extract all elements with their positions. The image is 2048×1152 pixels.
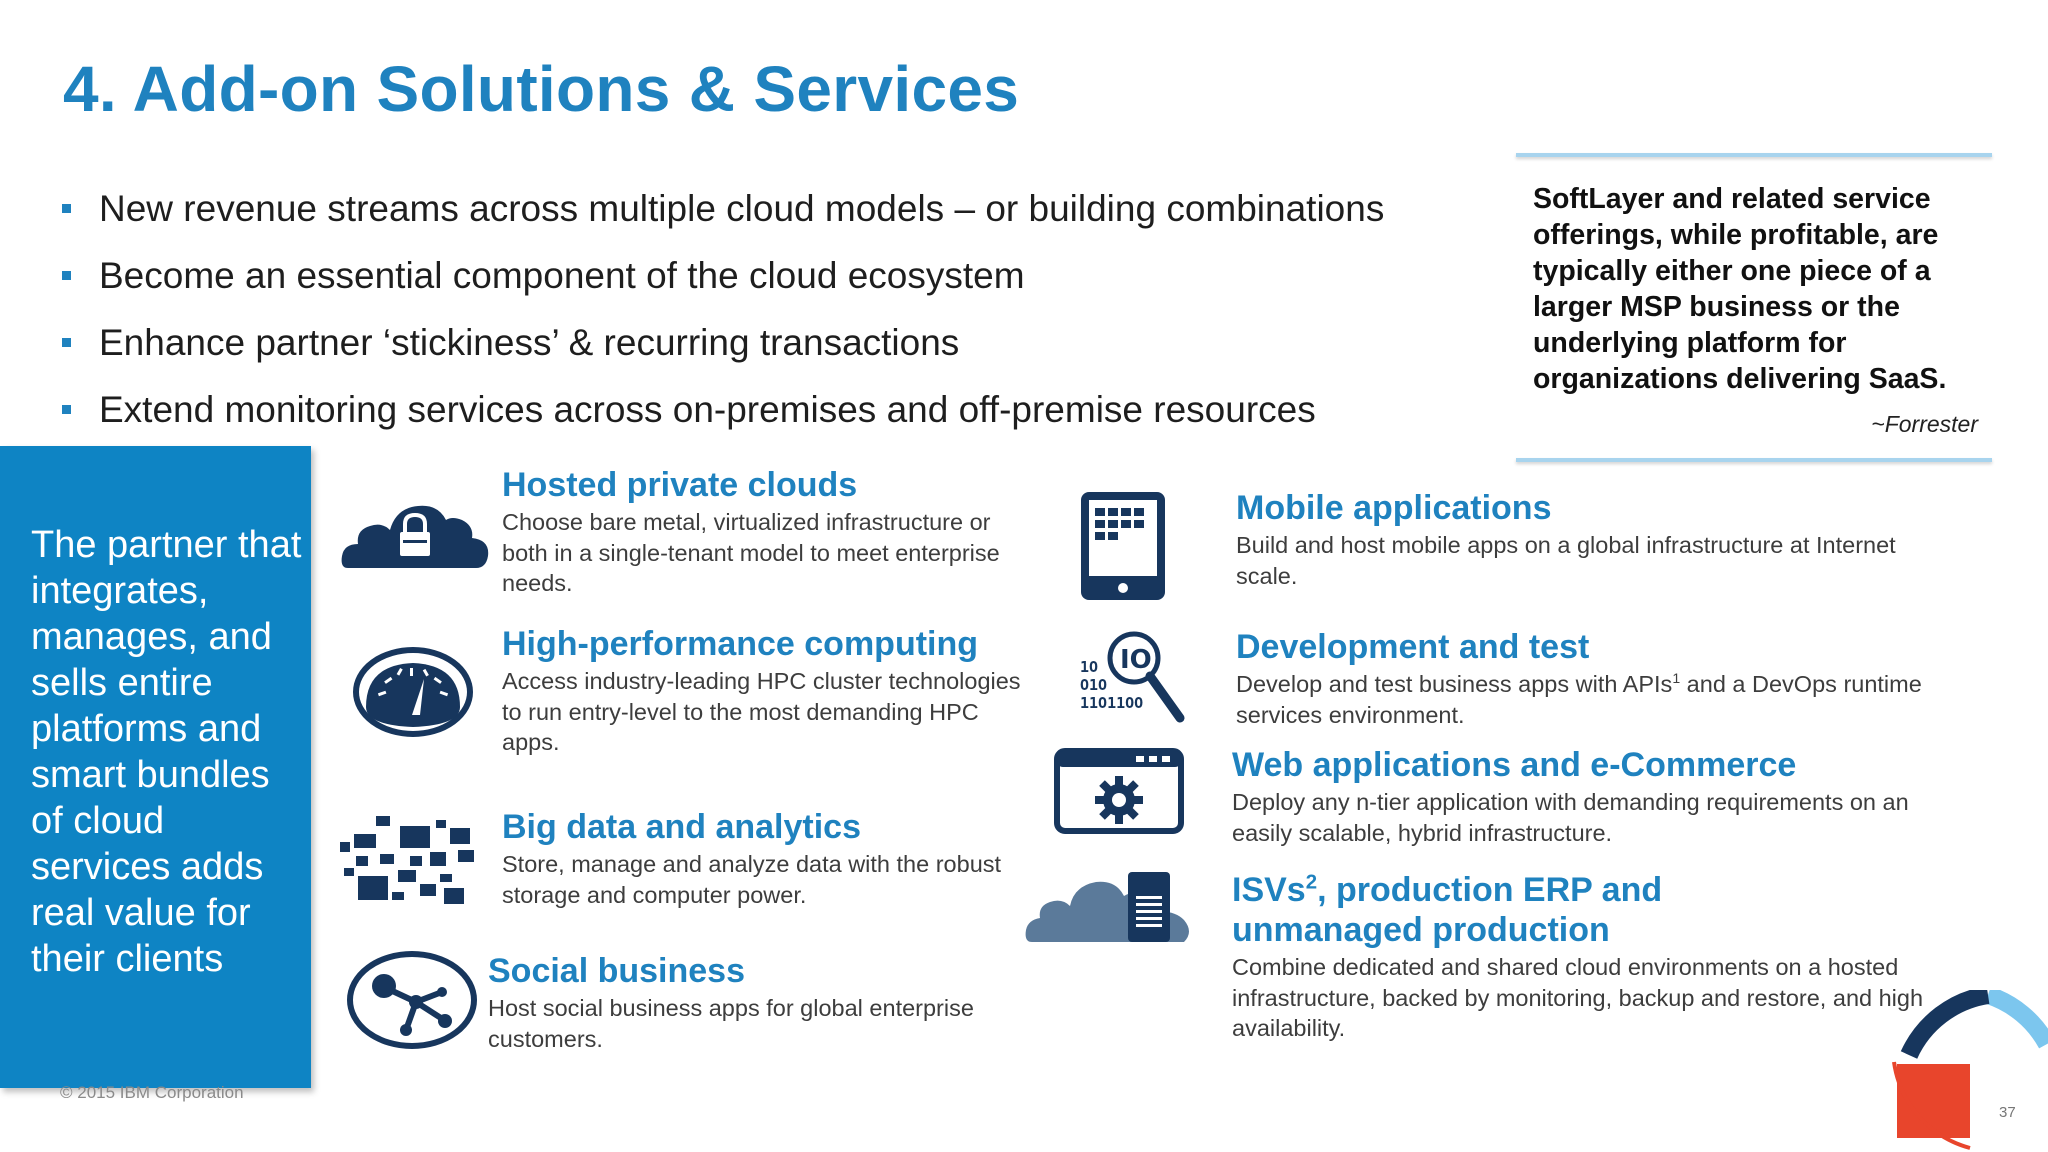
service-description: Choose bare metal, virtualized infrastructure or both in a single-tenant model to meet enterprise needs. — [502, 509, 1000, 596]
service-title: Development and test — [1236, 628, 1590, 666]
service-title: Web applications and e-Commerce — [1232, 746, 1797, 784]
service-title: Mobile applications — [1236, 489, 1552, 527]
page-number: 37 — [1999, 1104, 2016, 1121]
service-hosted-private-clouds — [502, 465, 1022, 599]
browser-gear-icon — [1054, 748, 1184, 834]
service-title: High-performance computing — [502, 625, 979, 663]
data-blocks-icon — [340, 812, 480, 908]
quote-box — [1516, 153, 1992, 465]
service-mobile-applications — [1236, 488, 1936, 591]
service-title: Big data and analytics — [502, 808, 861, 846]
service-isvs-erp — [1232, 870, 1952, 1044]
bullet-item: New revenue streams across multiple cloud models – or building combinations — [60, 186, 1384, 253]
service-description: Develop and test business apps with APIs$^1$ and a DevOps runtime services environment. — [1236, 670, 1922, 728]
bullet-item: Enhance partner ‘stickiness’ & recurring transactions — [60, 320, 1384, 387]
service-title: ISVs$^2$, production ERP and — [1232, 871, 1663, 909]
cloud-lock-icon — [340, 500, 490, 572]
quote-bottom-rule — [1516, 458, 1992, 462]
service-description: Build and host mobile apps on a global infrastructure at Internet scale. — [1236, 532, 1896, 589]
corner-logo-graphic — [1880, 990, 2048, 1152]
bullet-item: Become an essential component of the cloud ecosystem — [60, 253, 1384, 320]
cloud-server-icon — [1024, 870, 1196, 946]
svg-text:O1O: O1O — [1080, 676, 1108, 694]
service-high-performance-computing — [502, 624, 1022, 758]
copyright: © 2015 IBM Corporation — [60, 1083, 244, 1102]
bullet-square-icon — [62, 338, 71, 347]
service-description: Deploy any n-tier application with demanding requirements on an easily scalable, hybrid infrastructure. — [1232, 789, 1909, 846]
service-title: Hosted private clouds — [502, 466, 858, 504]
service-description: Store, manage and analyze data with the robust storage and computer power. — [502, 851, 1002, 908]
speedometer-icon — [352, 645, 474, 737]
quote-top-rule — [1516, 153, 1992, 157]
service-description: Host social business apps for global enterprise customers. — [488, 995, 974, 1052]
tablet-icon — [1079, 490, 1167, 602]
slide-title: 4. Add-on Solutions & Services — [63, 53, 1020, 125]
quote-source: ~Forrester — [1871, 411, 1978, 437]
service-description: Access industry-leading HPC cluster technologies to run entry-level to the most demanding HPC apps. — [502, 668, 1021, 755]
service-title-line2: unmanaged production — [1232, 911, 1610, 949]
service-title: Social business — [488, 952, 745, 990]
service-description: Combine dedicated and shared cloud environments on a hosted infrastructure, backed by monitoring, backup and restore, and high availability. — [1232, 954, 1924, 1041]
service-development-test — [1236, 627, 1936, 730]
service-web-applications — [1232, 745, 1952, 848]
bullet-square-icon — [62, 271, 71, 280]
bullet-item: Extend monitoring services across on-premises and off-premise resources — [60, 387, 1384, 454]
social-network-icon — [346, 950, 478, 1050]
bullet-square-icon — [62, 405, 71, 414]
svg-text:11O11OO: 11O11OO — [1080, 694, 1144, 712]
bullet-square-icon — [62, 204, 71, 213]
service-big-data-analytics — [502, 807, 1022, 910]
binary-magnifier-icon — [1078, 628, 1186, 724]
quote-text: SoftLayer and related service offerings, while profitable, are typically either one piece of a larger MSP business or the underlying platform for organizations delivering SaaS. — [1533, 183, 1947, 395]
panel-text: The partner that integrates, manages, and sells entire platforms and smart bundles of cloud services adds real value for their clients — [31, 524, 302, 980]
svg-text:IO: IO — [1120, 645, 1152, 675]
value-panel — [0, 446, 311, 1088]
service-social-business — [488, 951, 1008, 1054]
svg-text:1O: 1O — [1080, 658, 1099, 676]
bullet-list — [60, 186, 1384, 454]
